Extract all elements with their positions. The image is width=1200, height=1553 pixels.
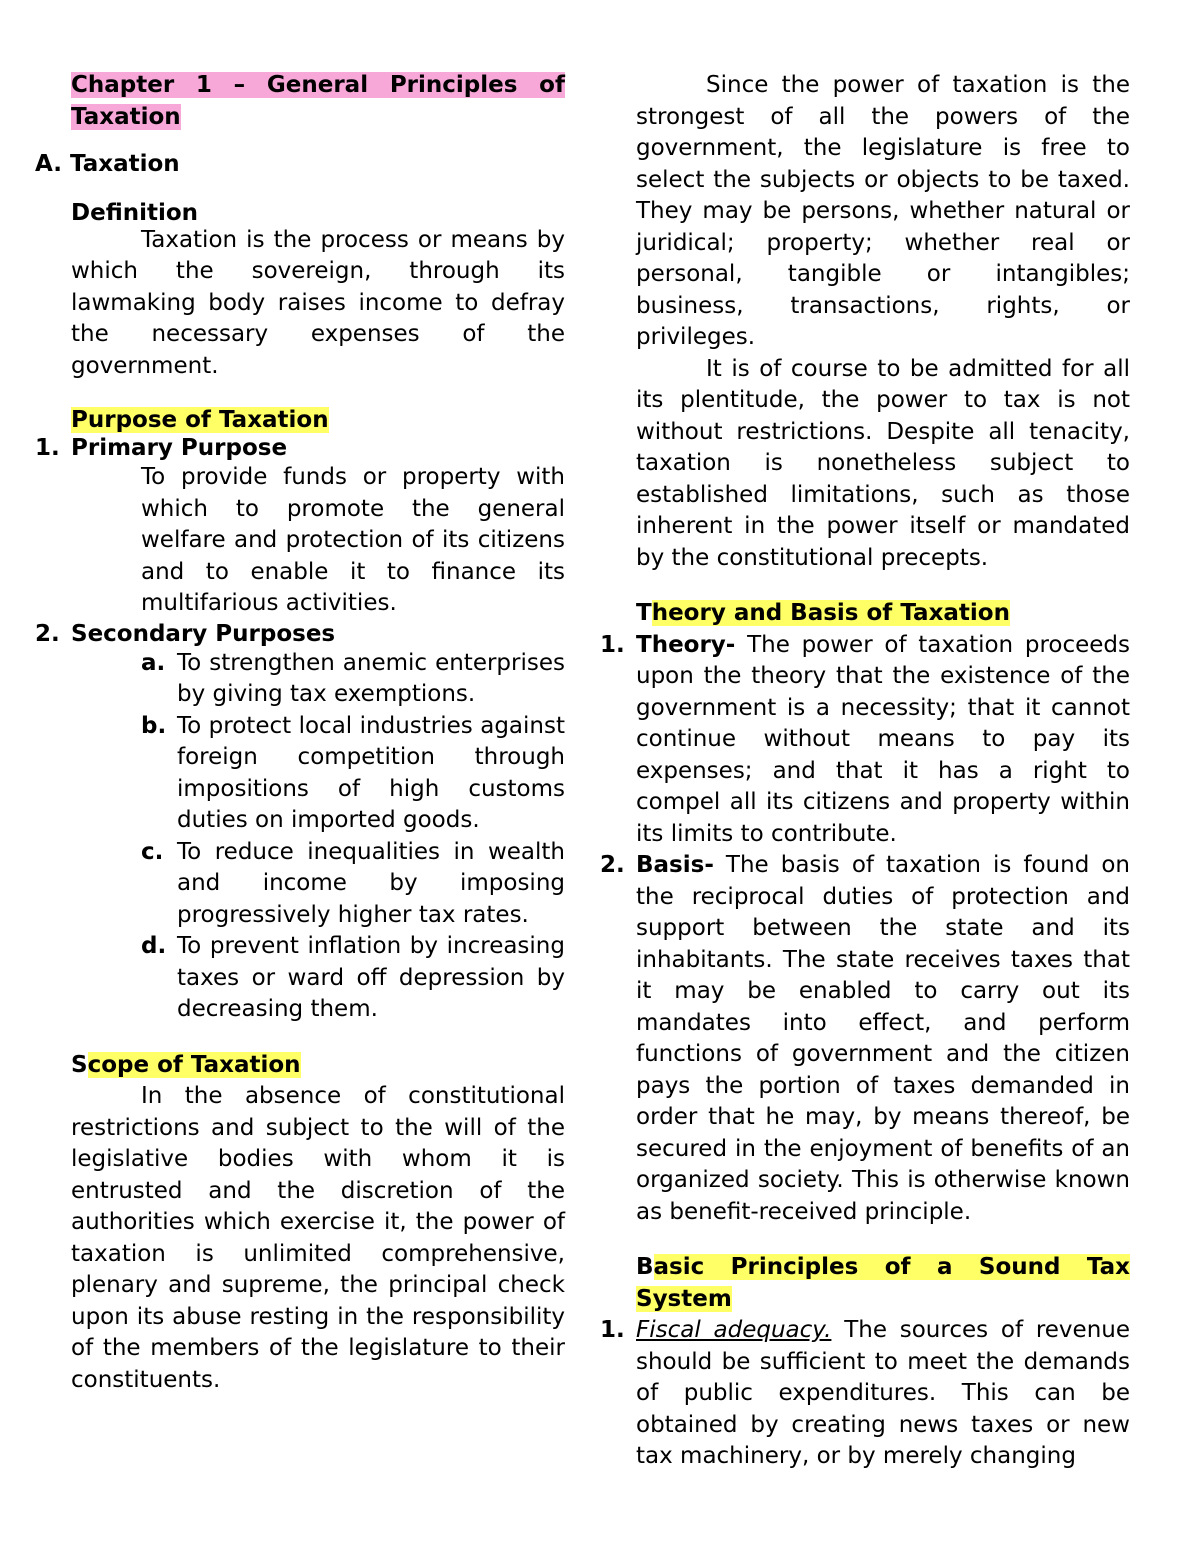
- secondary-marker: 2.: [35, 620, 60, 647]
- primary-purpose: [35, 434, 565, 462]
- secondary-item-d: [141, 931, 565, 1026]
- definition-heading: Definition: [71, 199, 199, 226]
- primary-title: Primary Purpose: [71, 435, 288, 461]
- principles-heading: Basic Principles of a Sound Tax System: [636, 1254, 1130, 1312]
- item-marker: b.: [141, 712, 167, 739]
- power-paragraph: Since the power of taxation is the strongest of all the powers of the government, the legislature is free to select the subjects or objects to be taxed. They may be persons, whether natural or juridical; property; whether real or personal, tangible or intangibles; business, transactions, rights, or privileges.: [636, 72, 1130, 350]
- item-text: To reduce inequalities in wealth and income by imposing progressively higher tax rates.: [177, 838, 565, 928]
- item-marker: d.: [141, 933, 167, 959]
- basis-item: [600, 850, 1130, 1228]
- fiscal-text: The sources of revenue should be sufficient to meet the demands of public expenditures. This can be obtained by creating news taxes or new tax machinery, or by merely changing: [636, 1317, 1131, 1469]
- fiscal-marker: 1.: [600, 1317, 625, 1343]
- theory-text: The power of taxation proceeds upon the theory that the existence of the government is a necessity; that it cannot continue without means to pay its expenses; and that it has a right to compel all its citizens and property within its limits to contribute.: [636, 631, 1130, 847]
- definition-text: Taxation is the process or means by which the sovereign, through its lawmaking body raises income to defray the necessary expenses of the government.: [71, 226, 565, 379]
- secondary-item-c: [141, 837, 565, 932]
- theory-heading: Theory and Basis of Taxation: [636, 600, 1010, 626]
- basis-label: Basis-: [636, 852, 714, 878]
- right-column: [600, 70, 1131, 1473]
- item-marker: c.: [141, 838, 164, 865]
- fiscal-adequacy-item: [600, 1315, 1131, 1473]
- item-text: To strengthen anemic enterprises by giving tax exemptions.: [177, 649, 565, 707]
- chapter-title: Chapter 1 – General Principles of Taxation: [71, 72, 565, 130]
- basis-marker: 2.: [600, 852, 625, 878]
- primary-text: To provide funds or property with which to promote the general welfare and protection of its citizens and to enable it to finance its multifarious activities.: [141, 464, 565, 616]
- secondary-item-b: [141, 711, 565, 837]
- scope-text: In the absence of constitutional restrictions and subject to the will of the legislative bodies with whom it is entrusted and the discretion of the authorities which exercise it, the power of taxation is unlimited comprehensive, plenary and supreme, the principal check upon its abuse resting in the responsibility of the members of the legislature to their constituents.: [71, 1083, 565, 1393]
- purpose-heading: Purpose of Taxation: [71, 407, 329, 433]
- item-text: To prevent inflation by increasing taxes or ward off depression by decreasing them.: [177, 933, 565, 1022]
- item-marker: a.: [141, 649, 166, 676]
- basis-text: The basis of taxation is found on the reciprocal duties of protection and support between the state and its inhabitants. The state receives taxes that it may be enabled to carry out its mandates into effect, and perform functions of government and the citizen pays the portion of taxes demanded in order that he may, by means thereof, be secured in the enjoyment of benefits of an organized society. This is otherwise known as benefit-received principle.: [636, 852, 1130, 1225]
- fiscal-label: Fiscal adequacy.: [636, 1317, 832, 1343]
- secondary-item-a: [141, 648, 565, 711]
- section-a-heading: [35, 149, 565, 181]
- section-a-marker: A.: [35, 151, 62, 177]
- secondary-purposes: [35, 620, 565, 648]
- theory-label: Theory-: [636, 631, 736, 658]
- secondary-title: Secondary Purposes: [71, 620, 336, 647]
- theory-marker: 1.: [600, 631, 625, 658]
- theory-item: [600, 630, 1130, 851]
- scope-heading: Scope of Taxation: [71, 1051, 301, 1078]
- item-text: To protect local industries against foreign competition through impositions of high customs duties on imported goods.: [177, 712, 565, 833]
- section-a-title: Taxation: [69, 151, 180, 177]
- left-column: [35, 70, 565, 1396]
- restrictions-paragraph: It is of course to be admitted for all its plentitude, the power to tax is not without restrictions. Despite all tenacity, taxation is nonetheless subject to established limitations, such as those inherent in the power itself or mandated by the constitutional precepts.: [636, 355, 1130, 571]
- primary-marker: 1.: [35, 435, 60, 461]
